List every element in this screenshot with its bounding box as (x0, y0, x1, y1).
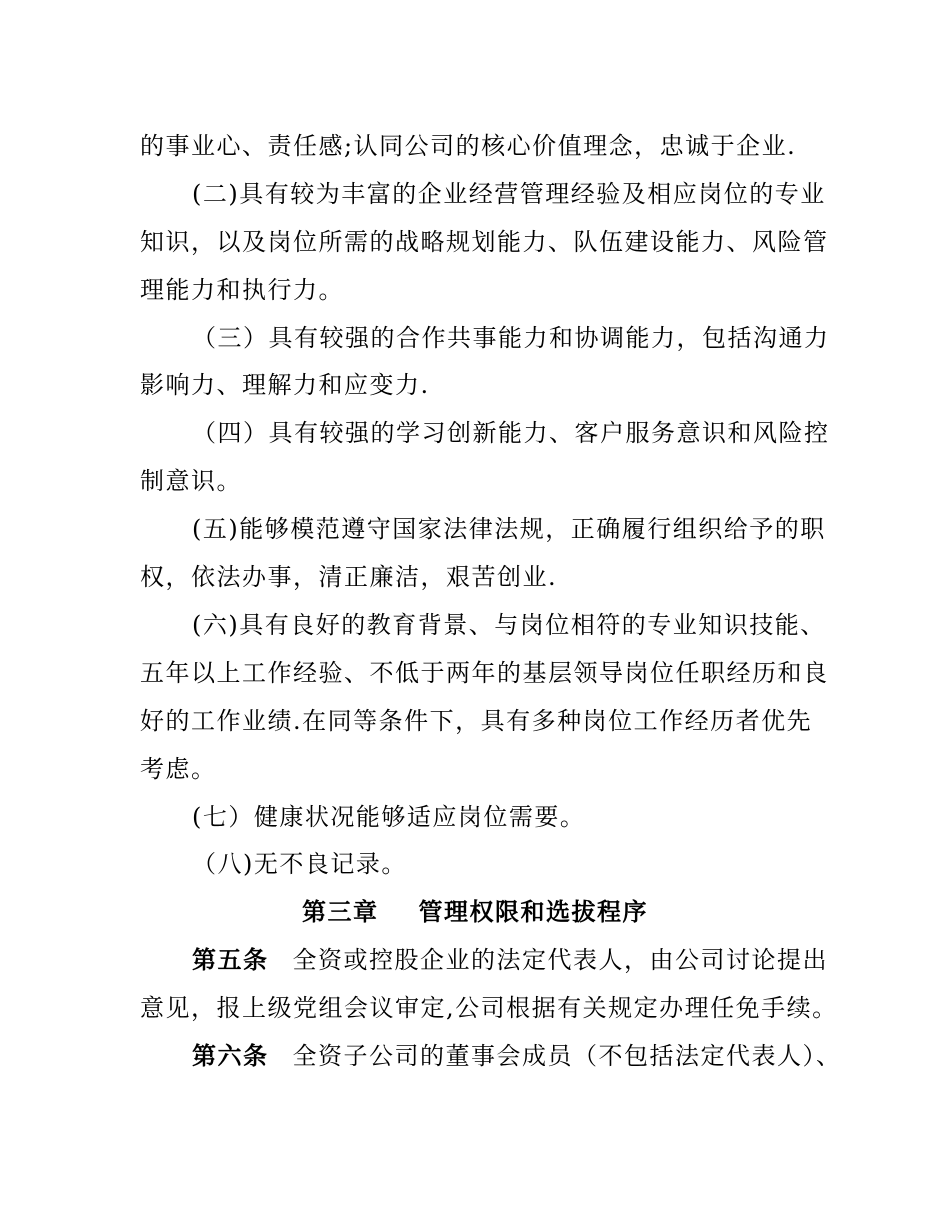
paragraph-line: （四）具有较强的学习创新能力、客户服务意识和风险控 (192, 419, 830, 447)
article-line (192, 1041, 842, 1071)
paragraph-line: 的事业心、责任感;认同公司的核心价值理念，忠诚于企业. (140, 132, 797, 160)
article-text: 全资子公司的董事会成员（不包括法定代表人）、 (292, 1042, 842, 1070)
article-label: 第五条 (192, 946, 269, 974)
paragraph-line: 五年以上工作经验、不低于两年的基层领导岗位任职经历和良 (140, 659, 829, 687)
paragraph-line: （八)无不良记录。 (192, 850, 407, 878)
chapter-heading (140, 897, 810, 927)
paragraph-line: (五)能够模范遵守国家法律法规，正确履行组织给予的职 (192, 515, 826, 543)
paragraph-line: 权，依法办事，清正廉洁，艰苦创业. (140, 563, 558, 591)
paragraph-line: 好的工作业绩.在同等条件下，具有多种岗位工作经历者优先 (140, 707, 813, 735)
article-label: 第六条 (192, 1042, 269, 1070)
paragraph-line: 影响力、理解力和应变力. (140, 371, 430, 399)
paragraph-line: （三）具有较强的合作共事能力和协调能力，包括沟通力 (192, 324, 830, 352)
paragraph-line: 知识，以及岗位所需的战略规划能力、队伍建设能力、风险管 (140, 228, 829, 256)
paragraph-line: 考虑。 (140, 755, 217, 783)
paragraph-line: 理能力和执行力。 (140, 276, 344, 304)
paragraph-line: (六)具有良好的教育背景、与岗位相符的专业知识技能、 (192, 611, 826, 639)
article-text: 全资或控股企业的法定代表人，由公司讨论提出 (292, 946, 828, 974)
chapter-number: 第三章 (302, 897, 379, 926)
article-line: 意见，报上级党组会议审定,公司根据有关规定办理任免手续。 (140, 994, 838, 1022)
paragraph-line: 制意识。 (140, 467, 242, 495)
chapter-title: 管理权限和选拔程序 (418, 897, 648, 926)
paragraph-line: (七）健康状况能够适应岗位需要。 (192, 803, 586, 831)
article-line (192, 945, 828, 975)
paragraph-line: (二)具有较为丰富的企业经营管理经验及相应岗位的专业 (192, 180, 826, 208)
